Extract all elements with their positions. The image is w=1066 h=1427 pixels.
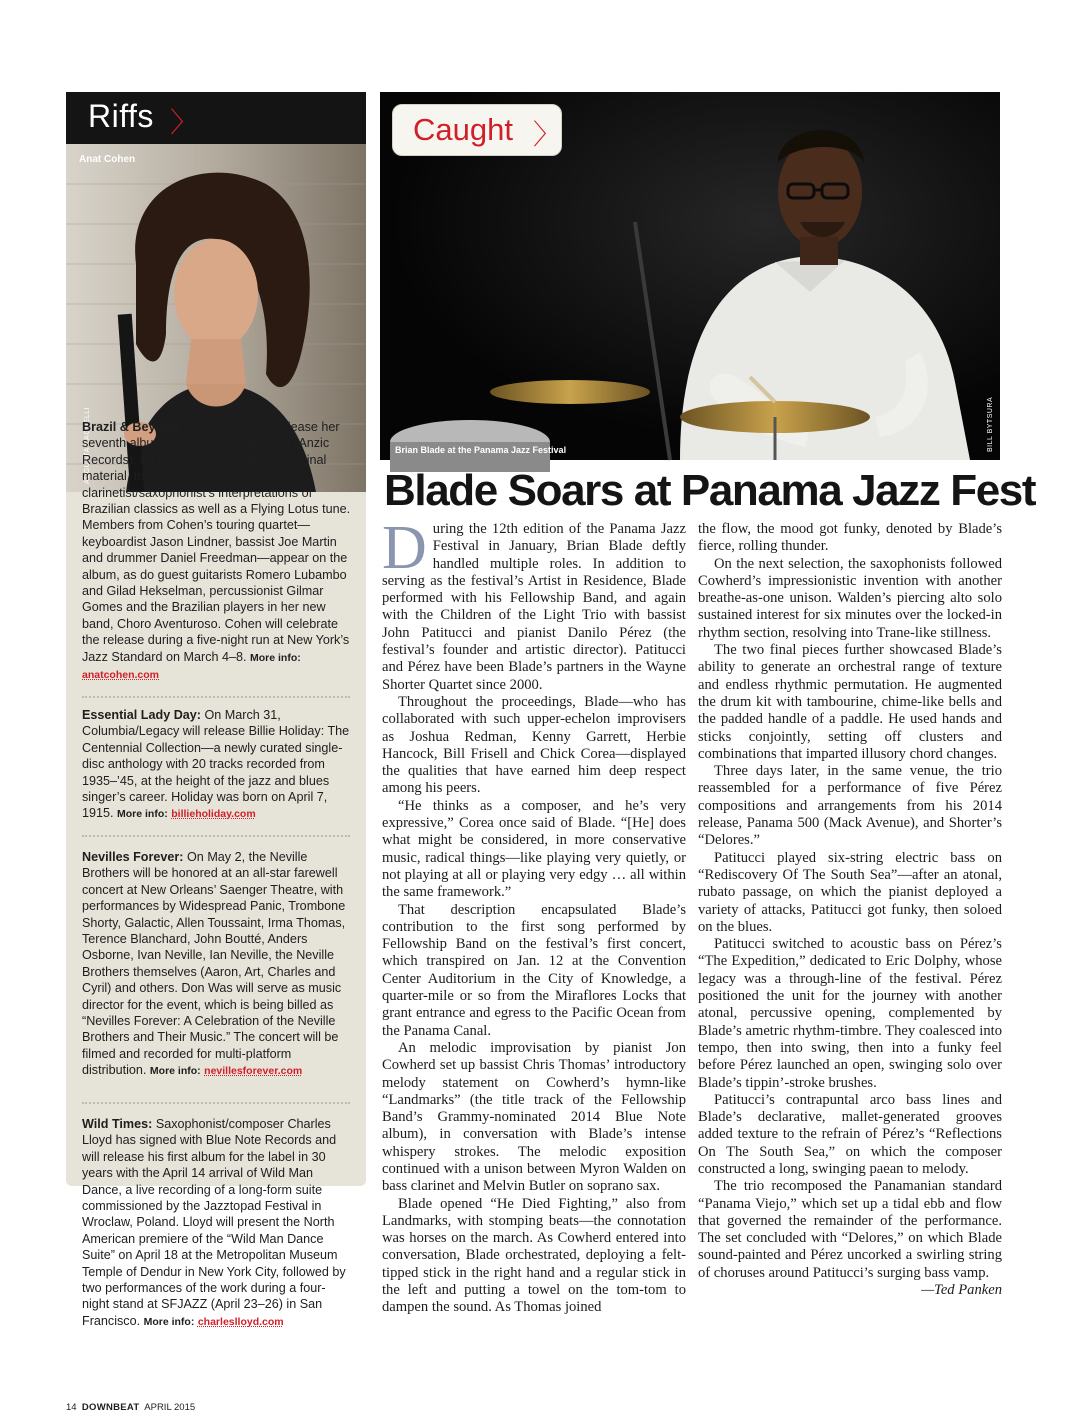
drop-cap: D xyxy=(382,514,427,582)
riff-item xyxy=(82,1116,352,1330)
chevron-right-icon: 〉 xyxy=(170,107,199,138)
riff-text: On May 2, the Neville Brothers will be honored at an all-star farewell concert at New Orleans’ Saenger Theatre, with performances by Widespread Panic, Trombone Shorty, Galactic, Allen Toussaint, Irma Thomas, Terence Blanchard, John Boutté, Anders Osborne, Ivan Neville, Ian Neville, the Neville Brothers themselves (Aaron, Art, Charles and Cyril) and others. Don Was will serve as music director for the event, which is being billed as “Nevilles Forever: A Celebration of the Neville Brothers and Their Music.” The concert will be filmed and recorded for multi-platform distribution. xyxy=(82,850,346,1078)
caught-section-badge xyxy=(392,104,562,156)
issue-date: APRIL 2015 xyxy=(144,1402,196,1413)
more-info-link[interactable]: anatcohen.com xyxy=(82,669,160,682)
article-paragraph: Three days later, in the same venue, the trio reassembled for a performance of five Pérez compositions and arrangements from his 2014 release, Panama 500 (Mack Avenue), and Shorter’s “Delores.” xyxy=(698,763,1002,849)
riffs-header xyxy=(66,92,366,144)
more-info-label: More info: xyxy=(117,808,168,821)
riff-heading: Wild Times: xyxy=(82,1117,153,1131)
magazine-brand: DOWNBEAT xyxy=(81,1402,140,1413)
photo-caption: Brian Blade at the Panama Jazz Festival xyxy=(395,445,567,455)
article-paragraph: The trio recomposed the Panamanian standard “Panama Viejo,” which set up a tidal ebb and flow that governed the remainder of the performance. The set concluded with “Delores,” on which Blade sound-painted and Pérez uncorked a swirling string of choruses around Patitucci’s surging bass vamp. xyxy=(698,1178,1002,1281)
brian-blade-photo xyxy=(380,92,1000,460)
more-info-label: More info: xyxy=(250,651,301,664)
more-info-link[interactable]: charleslloyd.com xyxy=(197,1315,284,1328)
more-info-link[interactable]: nevillesforever.com xyxy=(204,1065,303,1078)
photo-credit: BILL BYTSURA xyxy=(987,396,994,452)
article-paragraph: During the 12th edition of the Panama Jazz Festival in January, Brian Blade deftly handled multiple roles. In addition to serving as the festival’s Artist in Residence, Blade performed with his Fellowship Band, and again with the Children of the Light Trio with bassist John Patitucci and pianist Danilo Pérez (the festival’s founder and artistic director). Patitucci and Pérez have been Blade’s partners in the Wayne Shorter Quartet since 2000. xyxy=(382,514,686,693)
article-paragraph: Patitucci played six-string electric bass on “Rediscovery Of The South Sea”—after an atonal, rubato passage, on which the pianist deployed a variety of attacks, Patitucci got funky, then soloed on the blues. xyxy=(698,849,1002,935)
riff-item xyxy=(82,707,352,823)
article-paragraph: Blade opened “He Died Fighting,” also from Landmarks, with stomping beats—the connotation was horses on the march. As Cowherd entered into conversation, Blade orchestrated, deploying a felt-tipped stick in the right hand and a regular stick in the left and putting a towel on the tom-tom to dampen the sound. As Thomas joined xyxy=(382,1195,686,1316)
article-headline: Blade Soars at Panama Jazz Fest xyxy=(384,466,1036,515)
riff-text: On March 31, Columbia/Legacy will release Billie Holiday: The Centennial Collection—a newly curated single-disc anthology with 20 tracks recorded from 1935–’45, at the height of the jazz and blues singer’s career. Holiday was born on April 7, 1915. xyxy=(82,708,350,821)
sidebar-photo-caption: Anat Cohen xyxy=(79,154,136,165)
article-paragraph: the flow, the mood got funky, denoted by Blade’s fierce, rolling thunder. xyxy=(698,521,1002,555)
article-paragraph: That description encapsulated Blade’s contribution to the first song performed by Fellowship Band on the festival’s first concert, which transpired on Jan. 12 at the Convention Center Auditorium in the City of Knowledge, a quarter-mile or so from the Miraflores Locks that grant entrance and egress to the Pacific Ocean from the Panama Canal. xyxy=(382,901,686,1039)
article-column-1 xyxy=(382,514,686,1317)
article-paragraph: Patitucci’s contrapuntal arco bass lines and Blade’s declarative, mallet-generated grooves added texture to the refrain of Pérez’s “Reflections On The South Sea,” on which the composer constructed a long, swinging paean to melody. xyxy=(698,1091,1002,1177)
chevron-right-icon: 〉 xyxy=(533,119,562,150)
more-info-link[interactable]: billieholiday.com xyxy=(171,808,256,821)
article-paragraph: Throughout the proceedings, Blade—who has collaborated with such upper-echelon improvisers as Joshua Redman, Kenny Garrett, Herbie Hancock, Bill Frisell and Chick Corea—displayed the qualities that have earned him deep respect among his peers. xyxy=(382,693,686,797)
riff-heading: Brazil & Beyond: xyxy=(82,420,183,434)
page-number: 14 xyxy=(66,1402,77,1413)
article-paragraph: The two final pieces further showcased Blade’s ability to generate an orchestral range of texture and endless rhythmic permutation. He augmented the drum kit with tambourine, chime-like bells and the padded handle of a paddle. He used hands and sticks conjointly, setting off clusters and combinations that imparted illusory chord changes. xyxy=(698,642,1002,762)
riffs-section-label: Riffs xyxy=(88,98,154,134)
riff-text: Anat Cohen will release her seventh album as a leader, Luminosa (Anzic Records), on March 3. In addition to original material, the CD includes the clarinetist/saxophonist’s interpretations of Brazilian classics as well as a Flying Lotus tune. Members from Cohen’s touring quartet—keyboardist Jason Lindner, bassist Joe Martin and drummer Daniel Freedman—appear on the album, as do guest guitarists Romero Lubambo and Gilad Hekselman, percussionist Gilmar Gomes and the Brazilian players in her new band, Choro Aventuroso. Cohen will celebrate the release during a five-night run at New York’s Jazz Standard on March 4–8. xyxy=(82,420,351,664)
sidebar-photo-credit: AUGUSTA SAGNELLI xyxy=(84,406,91,484)
riff-item xyxy=(82,849,352,1080)
article-byline: —Ted Panken xyxy=(921,1282,1002,1299)
more-info-label: More info: xyxy=(143,1315,195,1328)
divider xyxy=(82,835,350,837)
riff-heading: Nevilles Forever: xyxy=(82,850,184,864)
article-column-2 xyxy=(698,521,1002,1299)
riff-text: Saxophonist/composer Charles Lloyd has signed with Blue Note Records and will release his first album for the label in 30 years with the April 14 arrival of Wild Man Dance, a live recording of a long-form suite commissioned by the Jazztopad Festival in Wroclaw, Poland. Lloyd will present the North American premiere of the “Wild Man Dance Suite” on April 18 at the Metropolitan Museum Temple of Dendur in New York City, followed by two performances of the work during a four-night stand at SFJAZZ (April 23–26) in San Francisco. xyxy=(82,1117,346,1328)
caught-section-label: Caught xyxy=(413,112,513,147)
divider xyxy=(82,696,350,698)
riffs-sidebar xyxy=(66,92,366,1328)
riff-heading: Essential Lady Day: xyxy=(82,708,201,722)
more-info-label: More info: xyxy=(149,1065,201,1078)
article-paragraph: An melodic improvisation by pianist Jon Cowherd set up bassist Chris Thomas’ introductory melody statement on Cowherd’s hymn-like “Landmarks” (the title track of the Fellowship Band’s Grammy-nominated 2014 Blue Note album), in conversation with Blade’s intense whispery strokes. The melodic exposition continued with a unison between Myron Walden on bass clarinet and Melvin Butler on soprano sax. xyxy=(382,1039,686,1195)
riff-item xyxy=(82,419,352,684)
article-paragraph: Patitucci switched to acoustic bass on Pérez’s “The Expedition,” dedicated to Eric Dolphy, whose legacy was a through-line of the festival. Pérez positioned the unit for the journey with another atonal, percussive opening, complemented by Blade’s ametric rhythm-timbre. They coalesced into tempo, then into swing, then into a funky feel before Pérez launched an open, swinging solo over Blade’s tippin’-stroke brushes. xyxy=(698,936,1002,1091)
page-footer xyxy=(66,1402,195,1413)
divider xyxy=(82,1102,350,1104)
article-paragraph: On the next selection, the saxophonists followed Cowherd’s impressionistic invention with another breathe-as-one unison. Walden’s piercing alto solo sustained interest for six minutes over the locked-in rhythm section, resolving into Trane-like stillness. xyxy=(698,555,1002,641)
article-paragraph: “He thinks as a composer, and he’s very expressive,” Corea once said of Blade. “[He] does what might be considered, in more conservative music, radical things—like playing very quietly, or not playing at all or playing very edgy … all within the same framework.” xyxy=(382,797,686,901)
